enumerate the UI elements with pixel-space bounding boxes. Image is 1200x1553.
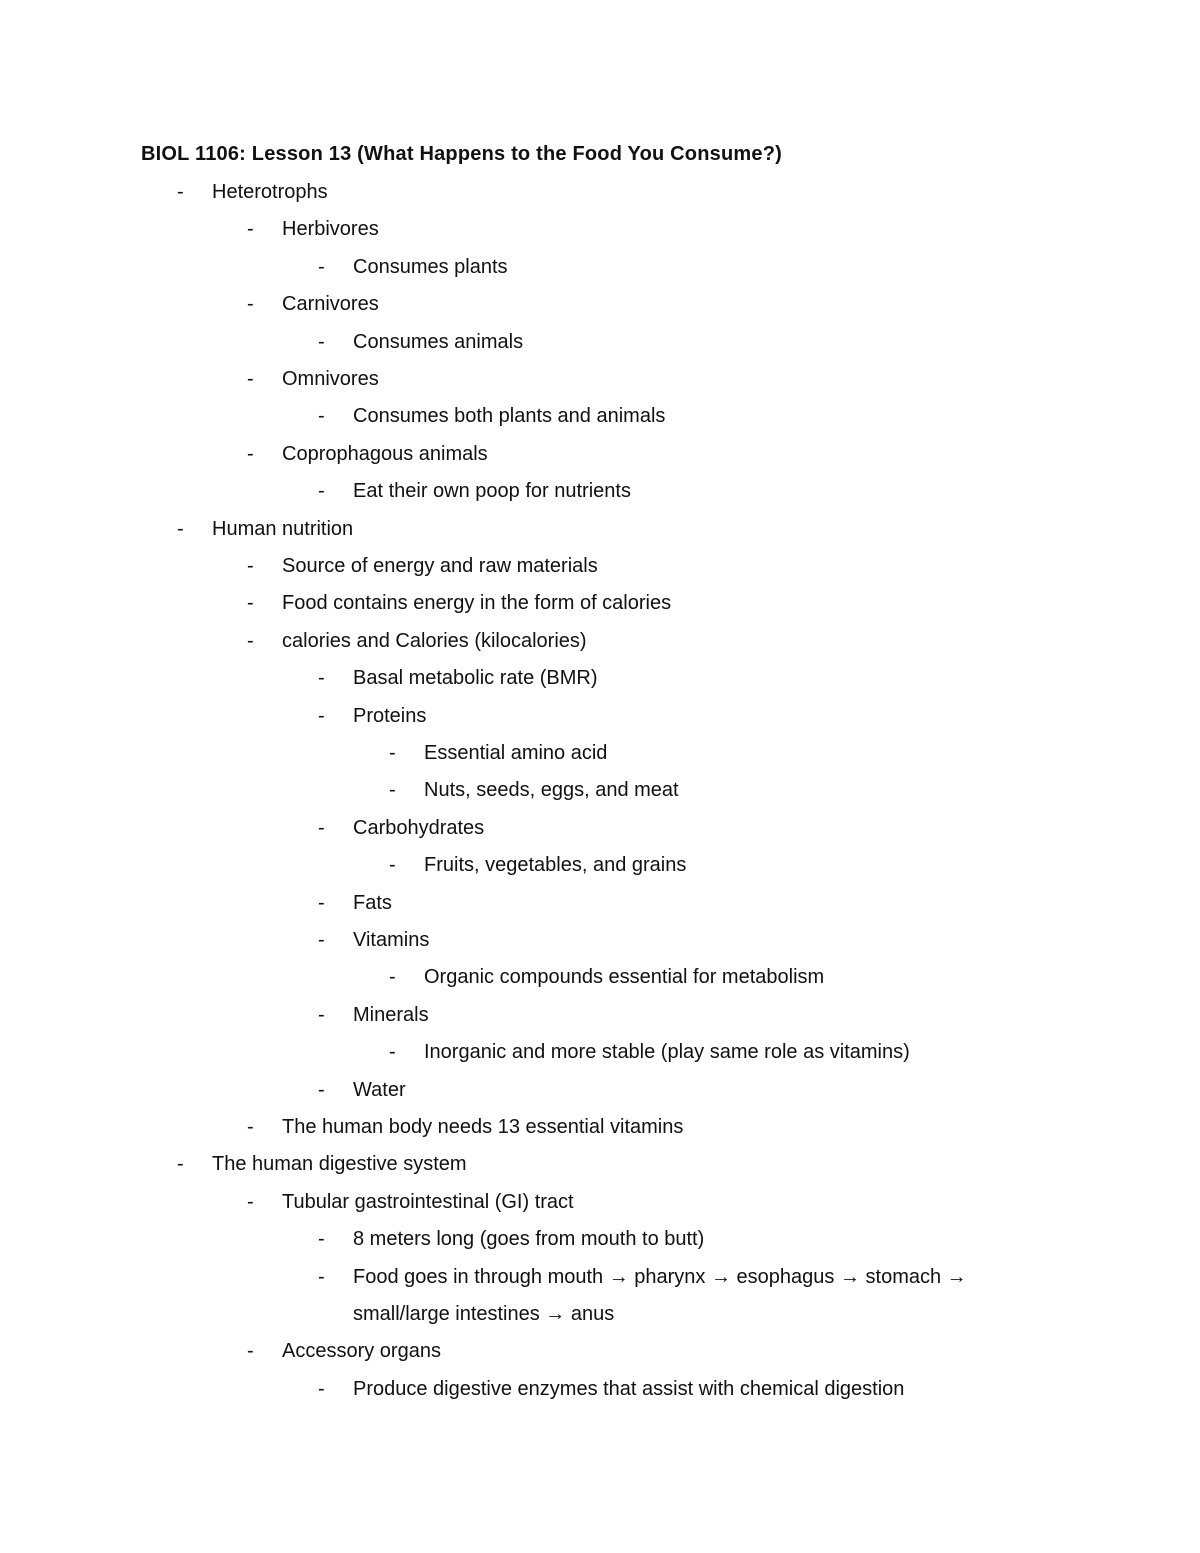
bullet-dash: - xyxy=(247,368,254,390)
outline-item-text: Minerals xyxy=(353,1003,429,1026)
outline-item-text: Heterotrophs xyxy=(212,181,328,203)
bullet-dash: - xyxy=(247,555,254,577)
outline-item-text: The human digestive system xyxy=(212,1153,467,1176)
outline-item-text: The human body needs 13 essential vitamins xyxy=(282,1116,684,1138)
outline-item-continuation: small/large intestines → anus xyxy=(353,1303,615,1325)
bullet-dash: - xyxy=(318,330,325,353)
outline-item-text: Source of energy and raw materials xyxy=(282,555,598,577)
outline-item-text: Omnivores xyxy=(282,368,379,390)
bullet-dash: - xyxy=(318,1078,325,1101)
outline-item-text: Food goes in through mouth → pharynx → esophagus → stomach → xyxy=(353,1265,967,1288)
bullet-dash: - xyxy=(389,779,396,802)
bullet-dash: - xyxy=(247,442,254,465)
outline-item-text: Nuts, seeds, eggs, and meat xyxy=(424,779,679,802)
page-title: BIOL 1106: Lesson 13 (What Happens to the Food You Consume?) xyxy=(141,143,782,165)
outline-item-text: Fruits, vegetables, and grains xyxy=(424,854,687,877)
bullet-dash: - xyxy=(247,1190,254,1213)
bullet-dash: - xyxy=(318,255,325,278)
bullet-dash: - xyxy=(318,1003,325,1026)
outline-item-text: Essential amino acid xyxy=(424,742,608,764)
bullet-dash: - xyxy=(247,1340,254,1363)
bullet-dash: - xyxy=(318,816,325,839)
outline-item-text: Eat their own poop for nutrients xyxy=(353,480,631,503)
bullet-dash: - xyxy=(177,517,184,540)
outline-item-text: Proteins xyxy=(353,704,427,727)
outline-item-text: Vitamins xyxy=(353,929,430,951)
bullet-dash: - xyxy=(247,629,254,652)
bullet-dash: - xyxy=(318,1377,325,1400)
bullet-dash: - xyxy=(318,480,325,503)
bullet-dash: - xyxy=(247,1116,254,1138)
bullet-dash: - xyxy=(318,929,325,951)
bullet-dash: - xyxy=(318,1228,325,1251)
bullet-dash: - xyxy=(389,854,396,877)
bullet-dash: - xyxy=(318,405,325,428)
bullet-dash: - xyxy=(247,218,254,241)
bullet-dash: - xyxy=(389,1041,396,1064)
outline-item-text: Consumes both plants and animals xyxy=(353,405,666,428)
bullet-dash: - xyxy=(389,742,396,764)
outline-item-text: Human nutrition xyxy=(212,517,354,540)
outline-item-text: 8 meters long (goes from mouth to butt) xyxy=(353,1228,705,1251)
outline-item-text: Coprophagous animals xyxy=(282,442,488,465)
bullet-dash: - xyxy=(318,667,325,690)
outline-item-text: Consumes plants xyxy=(353,255,508,278)
outline-item-text: Inorganic and more stable (play same role as vitamins) xyxy=(424,1041,910,1064)
bullet-dash: - xyxy=(389,966,396,989)
outline-item-text: Fats xyxy=(353,891,392,914)
bullet-dash: - xyxy=(247,293,254,316)
bullet-dash: - xyxy=(318,1265,325,1288)
outline-item-text: Accessory organs xyxy=(282,1340,441,1363)
outline-item-text: Produce digestive enzymes that assist with chemical digestion xyxy=(353,1377,905,1400)
bullet-dash: - xyxy=(177,1153,184,1176)
outline-item-text: Carbohydrates xyxy=(353,816,485,839)
outline-item-text: Basal metabolic rate (BMR) xyxy=(353,667,598,690)
bullet-dash: - xyxy=(318,704,325,727)
outline-item-text: calories and Calories (kilocalories) xyxy=(282,629,587,652)
outline-item-text: Herbivores xyxy=(282,218,379,241)
bullet-dash: - xyxy=(177,181,184,203)
outline-item-text: Water xyxy=(353,1078,406,1101)
outline-item-text: Organic compounds essential for metabolism xyxy=(424,966,825,989)
outline-item-text: Carnivores xyxy=(282,293,379,316)
outline-item-text: Tubular gastrointestinal (GI) tract xyxy=(282,1190,574,1213)
outline-item-text: Food contains energy in the form of calories xyxy=(282,592,672,615)
bullet-dash: - xyxy=(247,592,254,615)
outline-item-text: Consumes animals xyxy=(353,330,524,353)
bullet-dash: - xyxy=(318,891,325,914)
